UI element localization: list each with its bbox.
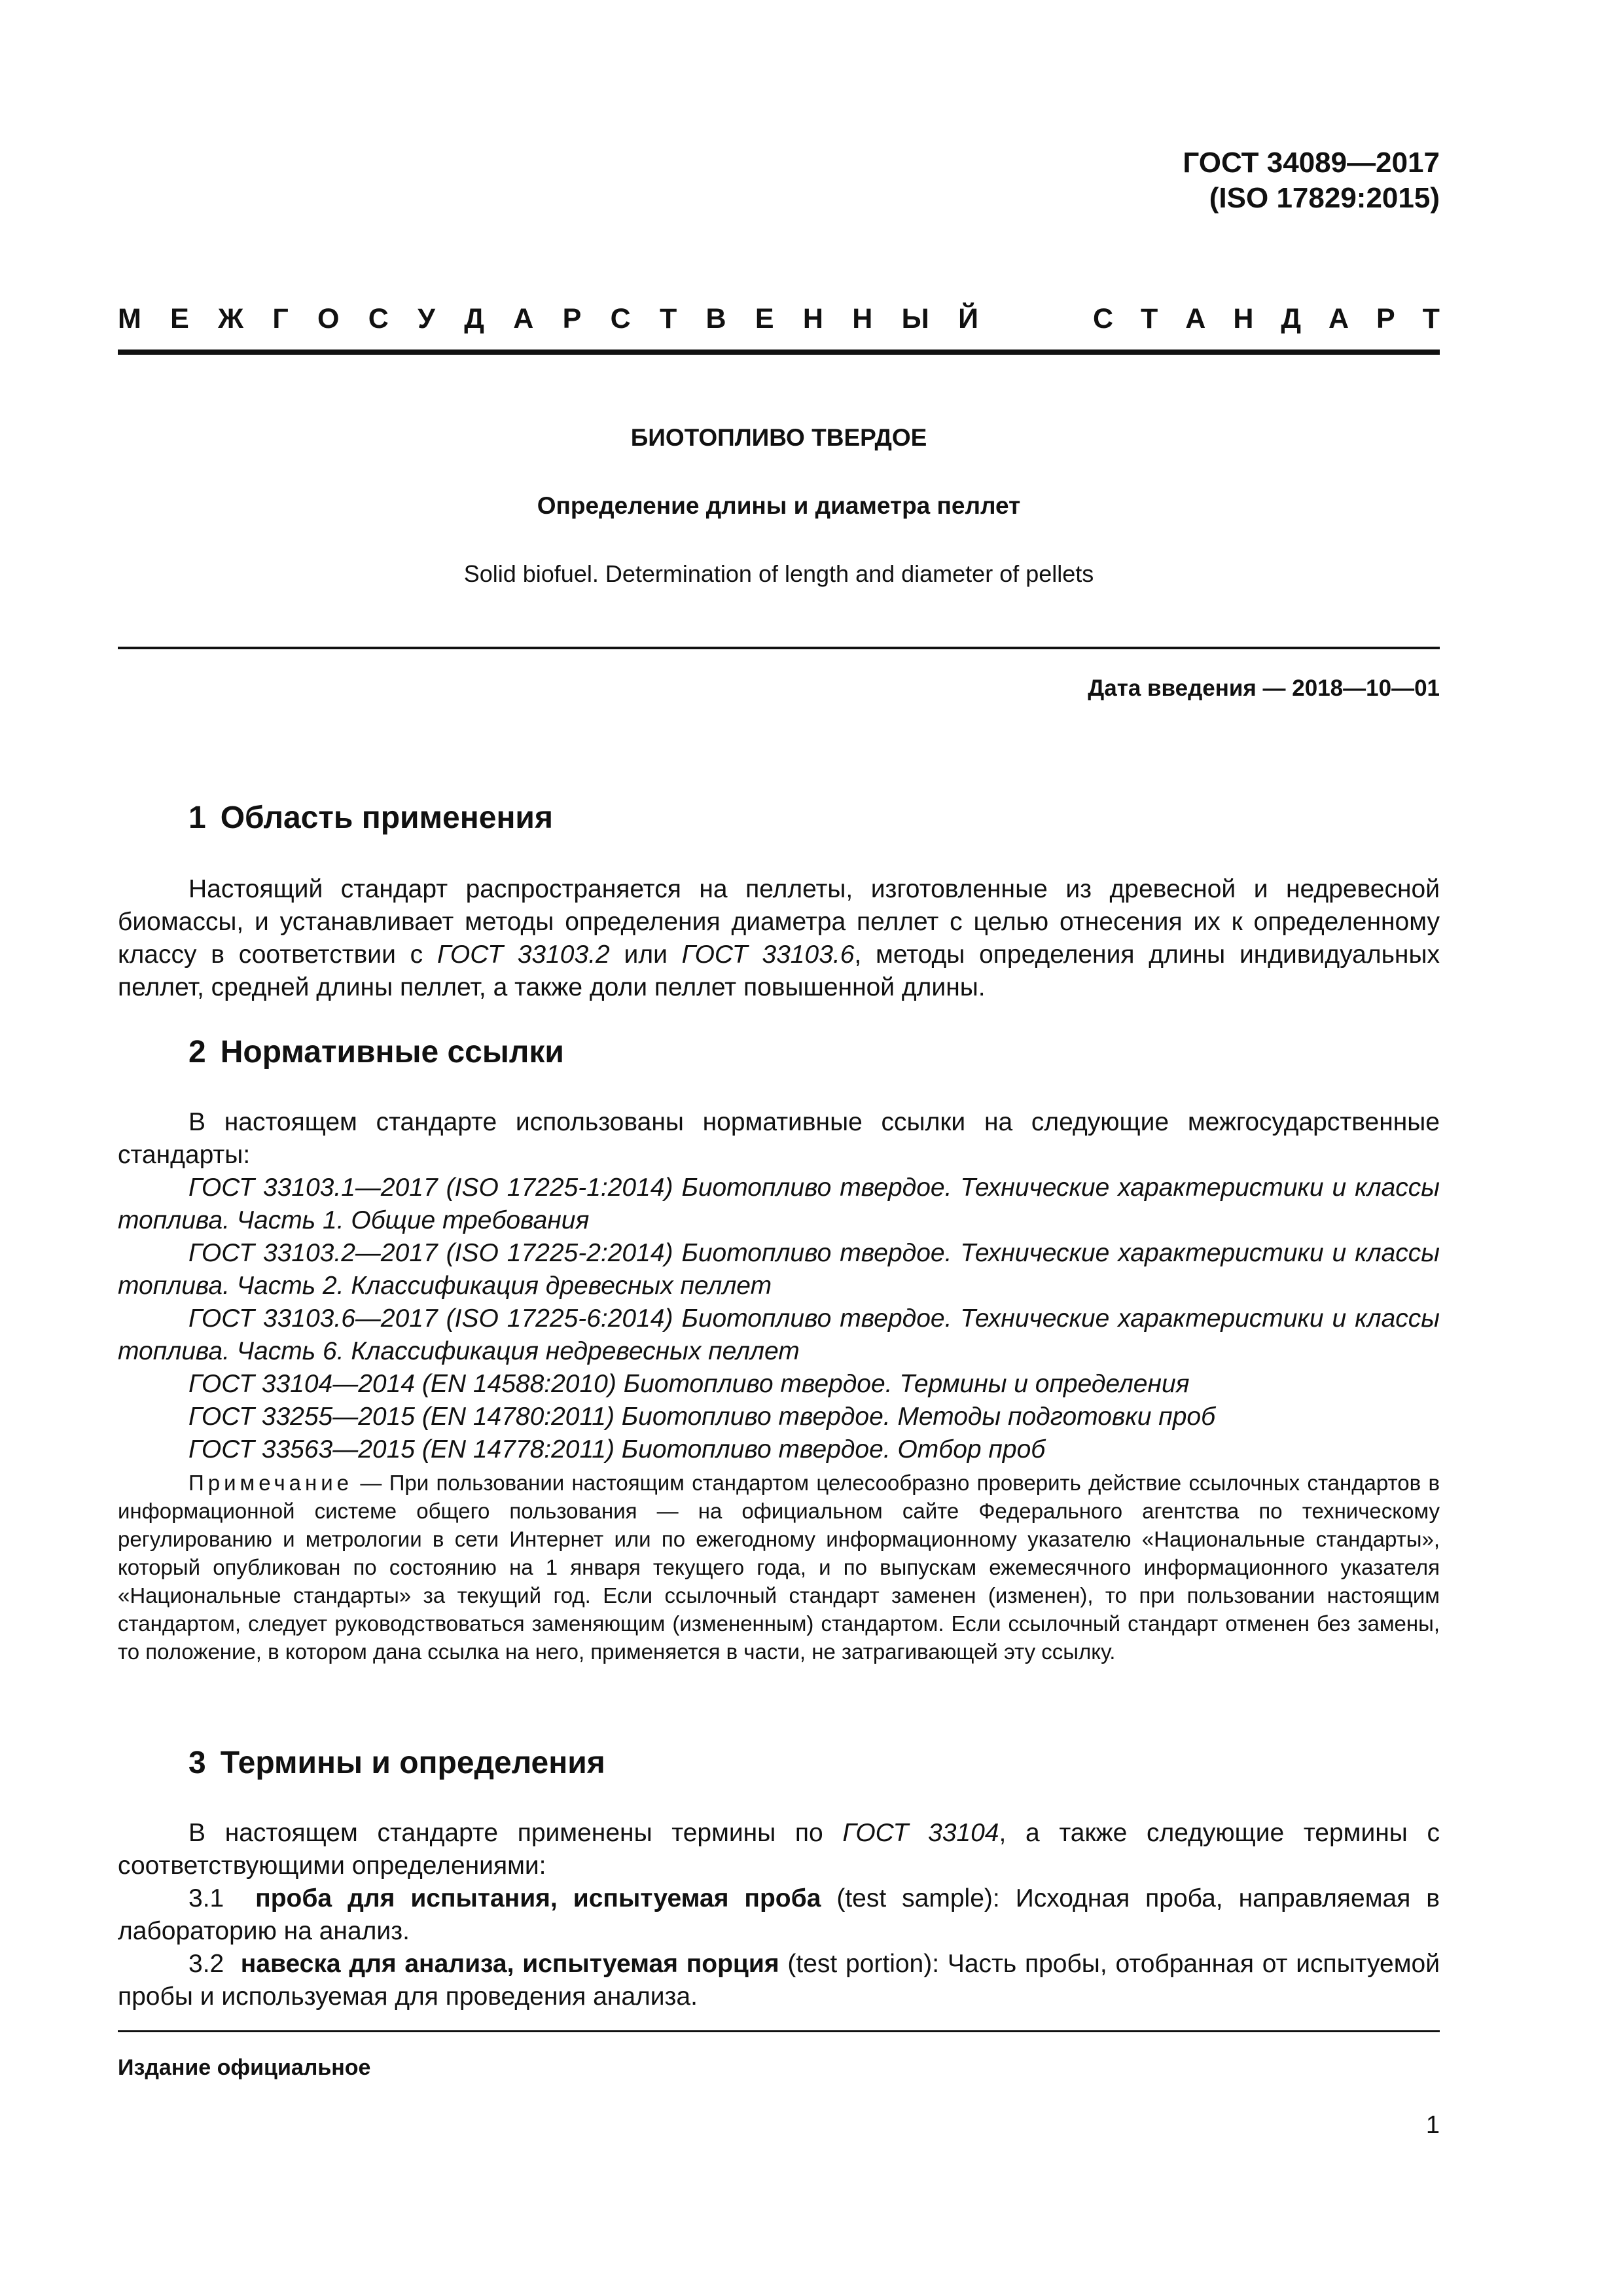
banner-rule bbox=[118, 350, 1440, 355]
inline-reference: ГОСТ 33104 bbox=[842, 1819, 999, 1847]
term-number: 3.1 bbox=[188, 1884, 224, 1912]
section-1-heading bbox=[188, 798, 553, 838]
document-subtitle: Определение длины и диаметра пеллет bbox=[537, 492, 1021, 519]
banner-letter: О bbox=[317, 303, 340, 334]
reference-item bbox=[118, 1401, 1440, 1433]
note-label: Примечание bbox=[188, 1471, 353, 1495]
banner-letter: Е bbox=[170, 303, 189, 334]
section-title: Область применения bbox=[220, 800, 553, 835]
term-name: проба для испытания, испытуемая проба bbox=[255, 1884, 821, 1912]
section-2-heading bbox=[188, 1033, 564, 1072]
banner-letter: Н bbox=[852, 303, 873, 334]
term-english: (test portion): bbox=[779, 1950, 948, 1978]
banner-letter: В bbox=[705, 303, 726, 334]
banner-letter: Н bbox=[802, 303, 823, 334]
banner-word-2 bbox=[1093, 302, 1440, 335]
reference-text: ГОСТ 33104—2014 (EN 14588:2010) Биотопливо твердое. Термины и определения bbox=[188, 1370, 1190, 1398]
note-text: — При пользовании настоящим стандартом целесообразно проверить действие ссылочных стандартов в информационной системе общего пользования — на официальном сайте Федерального агентства по техническому регулированию и метрологии в сети Интернет или по ежегодному информационному указателю «Национальные стандарты», который опубликован по состоянию на 1 января текущего года, и по выпускам ежемесячного информационного указателя «Национальные стандарты» за текущий год. Если ссылочный стандарт заменен (изменен), то при пользовании настоящим стандартом, следует руководствоваться заменяющим (измененным) стандартом. Если ссылочный стандарт отменен без замены, то положение, в котором дана ссылка на него, применяется в части, не затрагивающей эту ссылку. bbox=[118, 1471, 1440, 1664]
section-title: Термины и определения bbox=[220, 1746, 605, 1780]
document-title-english: Solid biofuel. Determination of length and diameter of pellets bbox=[463, 560, 1094, 587]
banner-letter: У bbox=[418, 303, 435, 334]
section-3-text bbox=[118, 1817, 1440, 2013]
banner-letter: Р bbox=[562, 303, 582, 334]
banner-letter: А bbox=[513, 303, 534, 334]
section-3-heading bbox=[188, 1744, 605, 1783]
inline-reference: ГОСТ 33103.2 bbox=[437, 941, 610, 969]
text-run: В настоящем стандарте использованы нормативные ссылки на следующие межгосударственные стандарты: bbox=[118, 1108, 1440, 1169]
term-entry bbox=[118, 1948, 1440, 2013]
standard-iso-code: (ISO 17829:2015) bbox=[1209, 182, 1440, 214]
banner-letter: Ж bbox=[218, 303, 244, 334]
reference-text: ГОСТ 33103.1—2017 (ISO 17225-1:2014) Биотопливо твердое. Технические характеристики и классы топлива. Часть 1. Общие требования bbox=[118, 1174, 1440, 1234]
interstate-standard-banner bbox=[118, 302, 1440, 335]
term-entry bbox=[118, 1882, 1440, 1948]
banner-letter: Д bbox=[464, 303, 484, 334]
reference-item bbox=[118, 1433, 1440, 1466]
page-number: 1 bbox=[1425, 2111, 1440, 2139]
banner-letter: А bbox=[1185, 303, 1206, 334]
reference-item bbox=[118, 1237, 1440, 1302]
official-edition-label: Издание официальное bbox=[118, 2055, 371, 2080]
term-number: 3.2 bbox=[188, 1950, 224, 1978]
reference-text: ГОСТ 33103.2—2017 (ISO 17225-2:2014) Биотопливо твердое. Технические характеристики и классы топлива. Часть 2. Классификация древесных пеллет bbox=[118, 1239, 1440, 1300]
reference-text: ГОСТ 33563—2015 (EN 14778:2011) Биотопливо твердое. Отбор проб bbox=[188, 1435, 1046, 1463]
standard-code: ГОСТ 34089—2017 bbox=[1183, 147, 1440, 179]
normative-references-list bbox=[118, 1172, 1440, 1466]
banner-letter: Т bbox=[1141, 303, 1158, 334]
banner-letter: Г bbox=[272, 303, 289, 334]
reference-text: ГОСТ 33103.6—2017 (ISO 17225-6:2014) Биотопливо твердое. Технические характеристики и классы топлива. Часть 6. Классификация недревесных пеллет bbox=[118, 1304, 1440, 1365]
banner-letter: А bbox=[1328, 303, 1349, 334]
term-definition: Часть пробы, отобранная от испытуемой пробы и используемая для проведения анализа. bbox=[118, 1950, 1440, 2011]
banner-letter: Н bbox=[1233, 303, 1254, 334]
banner-letter: Д bbox=[1281, 303, 1301, 334]
text-run: Настоящий стандарт распространяется на пеллеты, изготовленные из древесной и недревесной биомассы, и устанавливает методы определения диаметра пеллет с целью отнесения их к определенному классу в соответствии с bbox=[118, 875, 1440, 969]
banner-letter: С bbox=[1093, 303, 1114, 334]
section-number: 2 bbox=[188, 1035, 206, 1069]
banner-letter: Т bbox=[659, 303, 677, 334]
banner-letter: М bbox=[118, 303, 141, 334]
section-number: 1 bbox=[188, 800, 206, 835]
inline-reference: ГОСТ 33103.6 bbox=[681, 941, 855, 969]
introduction-date: Дата введения — 2018—10—01 bbox=[1088, 675, 1440, 701]
text-run: В настоящем стандарте применены термины по bbox=[188, 1819, 843, 1847]
text-run: , а также следующие термины с соответствующими определениями: bbox=[118, 1819, 1440, 1880]
term-name: навеска для анализа, испытуемая порция bbox=[240, 1950, 779, 1978]
footer-rule bbox=[118, 2030, 1440, 2032]
reference-text: ГОСТ 33255—2015 (EN 14780:2011) Биотопливо твердое. Методы подготовки проб bbox=[188, 1403, 1216, 1431]
banner-word-1 bbox=[118, 302, 978, 335]
title-rule bbox=[118, 647, 1440, 649]
term-english: (test sample): bbox=[821, 1884, 1016, 1912]
section-1-text bbox=[118, 873, 1440, 1004]
section-number: 3 bbox=[188, 1746, 206, 1780]
term-definition: Исходная проба, направляемая в лабораторию на анализ. bbox=[118, 1884, 1440, 1945]
banner-letter: С bbox=[368, 303, 389, 334]
banner-letter: Е bbox=[755, 303, 774, 334]
standard-designation bbox=[1183, 145, 1440, 216]
section-title: Нормативные ссылки bbox=[220, 1035, 564, 1069]
document-title: БИОТОПЛИВО ТВЕРДОЕ bbox=[630, 424, 927, 451]
text-run: , методы определения длины индивидуальных пеллет, средней длины пеллет, а также доли пеллет повышенной длины. bbox=[118, 941, 1440, 1001]
banner-letter: Т bbox=[1422, 303, 1440, 334]
banner-letter: Р bbox=[1376, 303, 1395, 334]
reference-item bbox=[118, 1368, 1440, 1401]
text-run: или bbox=[609, 941, 682, 969]
section-2-intro bbox=[118, 1106, 1440, 1172]
section-2-note bbox=[118, 1469, 1440, 1666]
banner-letter: С bbox=[610, 303, 631, 334]
banner-letter: Ы bbox=[901, 303, 929, 334]
reference-item bbox=[118, 1302, 1440, 1368]
reference-item bbox=[118, 1172, 1440, 1237]
banner-letter: Й bbox=[958, 303, 978, 334]
